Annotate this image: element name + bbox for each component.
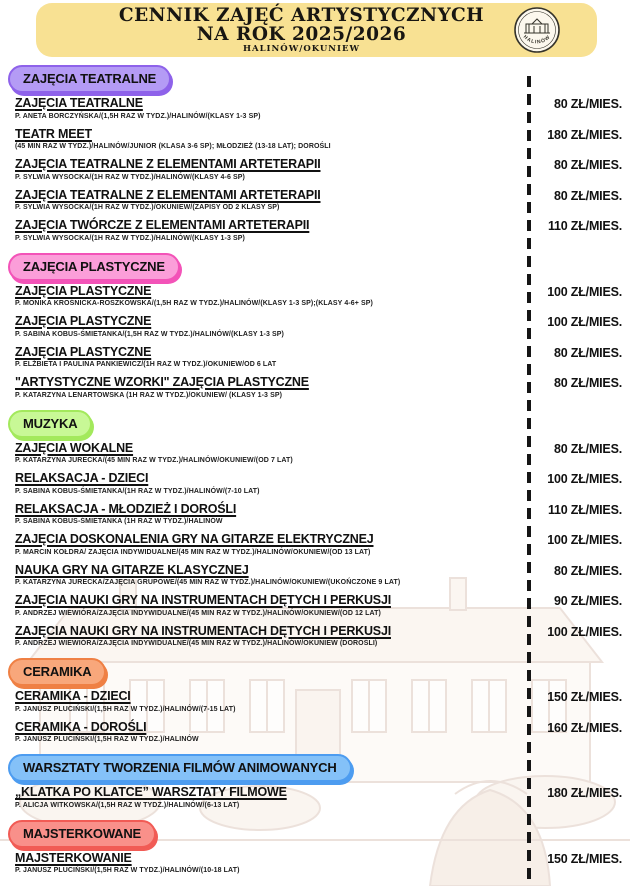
- class-details: P. KATARZYNA JURECKA/ZAJĘCIA GRUPOWE/(45 MIN RAZ W TYDZ.)/HALINÓW/OKUNIEW/(UKOŃCZONE 9 LAT): [15, 579, 401, 586]
- section-label: ZAJĘCIA TEATRALNE: [23, 71, 157, 86]
- class-title: ZAJĘCIA PLASTYCZNE: [15, 283, 152, 298]
- class-title: ZAJĘCIA NAUKI GRY NA INSTRUMENTACH DĘTYCH I PERKUSJI: [15, 593, 391, 607]
- list-item: [8, 157, 630, 181]
- class-price: 150 ZŁ/MIES.: [547, 851, 622, 866]
- list-item-text: [8, 314, 526, 338]
- list-item-text: [8, 284, 526, 308]
- page-title-year: NA ROK 2025/2026: [196, 24, 407, 46]
- class-details: P. ELŻBIETA I PAULINA PANKIEWICZ/(1H RAZ W TYDZ.)/OKUNIEW/OD 6 LAT: [15, 361, 277, 368]
- list-item-text: [8, 851, 526, 875]
- list-item: [8, 218, 630, 242]
- class-title: RELAKSACJA - MŁODZIEŻ I DOROŚLI: [15, 501, 237, 516]
- class-details: P. SYLWIA WYSOCKA/(1H RAZ W TYDZ.)/OKUNIEW/(ZAPISY OD 2 KLASY SP): [15, 204, 280, 211]
- list-item-text: [8, 96, 526, 120]
- class-price: 80 ZŁ/MIES.: [554, 376, 622, 390]
- list-item: [8, 127, 630, 151]
- class-price: 80 ZŁ/MIES.: [554, 97, 622, 111]
- header-banner: [36, 3, 597, 57]
- class-price: 100 ZŁ/MIES.: [547, 284, 622, 299]
- class-price: 180 ZŁ/MIES.: [547, 127, 622, 142]
- list-item: [8, 284, 630, 308]
- class-price: 80 ZŁ/MIES.: [554, 441, 622, 456]
- section-badge: [8, 658, 106, 686]
- section-label: MAJSTERKOWANE: [23, 825, 142, 841]
- class-details: P. SYLWIA WYSOCKA/(1H RAZ W TYDZ.)/HALINÓW/(KLASY 1-3 SP): [15, 234, 245, 242]
- page-title: CENNIK ZAJĘĆ ARTYSTYCZNYCH: [118, 4, 485, 26]
- class-details: P. SABINA KOBUS-ŚMIETANKA (1H RAZ W TYDZ.)/HALINÓW: [15, 518, 223, 525]
- list-item-text: [8, 563, 526, 587]
- section-badge: [8, 253, 180, 281]
- class-price: 100 ZŁ/MIES.: [547, 624, 622, 639]
- list-item: [8, 314, 630, 338]
- section-badge: [8, 754, 352, 782]
- section-badge: [8, 820, 156, 848]
- section-label: ZAJĘCIA PLASTYCZNE: [23, 258, 165, 274]
- class-details: P. SABINA KOBUS-ŚMIETANKA/(1,5H RAZ W TYDZ.)/HALINÓW/(KLASY 1-3 SP): [15, 330, 284, 338]
- class-details: P. SABINA KOBUS-ŚMIETANKA/(1H RAZ W TYDZ.)/HALINÓW/(7-10 LAT): [15, 487, 260, 495]
- class-title: ZAJĘCIA PLASTYCZNE: [15, 314, 152, 328]
- header-titles: [119, 6, 484, 54]
- list-item-text: [8, 441, 526, 465]
- class-price: 160 ZŁ/MIES.: [547, 720, 622, 735]
- class-title: NAUKA GRY NA GITARZE KLASYCZNEJ: [15, 562, 249, 577]
- class-title: ZAJĘCIA TEATRALNE: [15, 96, 143, 110]
- list-item: [8, 345, 630, 369]
- class-price: 80 ZŁ/MIES.: [554, 188, 622, 203]
- class-details: P. ANDRZEJ WIEWIÓRA/ZAJĘCIA INDYWIDUALNE/(45 MIN RAZ W TYDZ.)/HALINÓW/OKUNIEW (DOROŚLI): [15, 640, 378, 647]
- list-item-text: [8, 720, 526, 744]
- class-details: P. ANETA BORCZYŃSKA/(1,5H RAZ W TYDZ.)/HALINÓW/(KLASY 1-3 SP): [15, 112, 261, 120]
- class-title: ZAJĘCIA TEATRALNE Z ELEMENTAMI ARTETERAPII: [15, 157, 321, 171]
- class-price: 80 ZŁ/MIES.: [554, 158, 622, 172]
- list-item-text: [8, 624, 526, 648]
- list-item: [8, 532, 630, 556]
- class-price: 100 ZŁ/MIES.: [547, 472, 622, 486]
- class-price: 80 ZŁ/MIES.: [554, 563, 622, 578]
- list-item: [8, 593, 630, 617]
- list-item: [8, 502, 630, 526]
- list-item-text: [8, 689, 526, 713]
- class-title: „KLATKA PO KLATCE” WARSZTATY FILMOWE: [15, 785, 287, 799]
- class-price: 150 ZŁ/MIES.: [547, 690, 622, 704]
- list-item: [8, 96, 630, 120]
- class-title: ZAJĘCIA NAUKI GRY NA INSTRUMENTACH DĘTYCH I PERKUSJI: [15, 623, 391, 638]
- class-details: P. JANUSZ PLUCIŃSKI/(1,5H RAZ W TYDZ.)/HALINÓW: [15, 736, 199, 743]
- class-title: ZAJĘCIA DOSKONALENIA GRY NA GITARZE ELEKTRYCZNEJ: [15, 532, 374, 546]
- section-label: CERAMIKA: [23, 664, 92, 679]
- list-item: [8, 720, 630, 744]
- class-details: P. JANUSZ PLUCIŃSKI/(1,5H RAZ W TYDZ.)/HALINÓW/(10-18 LAT): [15, 867, 240, 874]
- class-details: P. MONIKA KROŚNICKA-ROSZKOWSKA/(1,5H RAZ W TYDZ.)/HALINÓW/(KLASY 1-3 SP);(KLASY 4-6+ SP): [15, 300, 373, 307]
- class-price: 110 ZŁ/MIES.: [547, 502, 622, 517]
- price-list: [0, 61, 630, 874]
- class-title: ZAJĘCIA TEATRALNE Z ELEMENTAMI ARTETERAPII: [15, 187, 321, 202]
- list-item-text: [8, 593, 526, 617]
- class-title: "ARTYSTYCZNE WZORKI" ZAJĘCIA PLASTYCZNE: [15, 375, 309, 389]
- class-title: CERAMIKA - DZIECI: [15, 689, 131, 703]
- list-item-text: [8, 785, 526, 809]
- list-item-text: [8, 188, 526, 212]
- list-item: [8, 785, 630, 809]
- class-title: ZAJĘCIA PLASTYCZNE: [15, 344, 152, 359]
- list-item-text: [8, 218, 526, 242]
- list-item: [8, 188, 630, 212]
- class-details: P. KATARZYNA JURECKA/(45 MIN RAZ W TYDZ.)/HALINÓW/OKUNIEW/(OD 7 LAT): [15, 457, 293, 464]
- list-item: [8, 851, 630, 875]
- class-title: RELAKSACJA - DZIECI: [15, 471, 149, 485]
- class-title: TEATR MEET: [15, 126, 92, 141]
- class-details: P. SYLWIA WYSOCKA/(1H RAZ W TYDZ.)/HALINÓW/(KLASY 4-6 SP): [15, 173, 245, 181]
- class-details: P. ALICJA WITKOWSKA/(1,5H RAZ W TYDZ.)/HALINÓW/(6-13 LAT): [15, 801, 240, 809]
- list-item-text: [8, 375, 526, 399]
- class-title: ZAJĘCIA TWÓRCZE Z ELEMENTAMI ARTETERAPII: [15, 218, 310, 232]
- halinow-seal-logo: [513, 6, 561, 54]
- section-badge: [8, 65, 171, 93]
- list-item-text: [8, 345, 526, 369]
- class-price: 80 ZŁ/MIES.: [554, 345, 622, 360]
- list-item: [8, 441, 630, 465]
- class-details: P. MARCIN KOŁDRA/ ZAJĘCIA INDYWIDUALNE/(45 MIN RAZ W TYDZ.)/HALINÓW/OKUNIEW/(OD 13 LAT): [15, 548, 371, 556]
- class-price: 100 ZŁ/MIES.: [547, 315, 622, 329]
- section-badge: [8, 410, 92, 438]
- class-details: (45 MIN RAZ W TYDZ.)/HALINÓW/JUNIOR (KLASA 3-6 SP); MŁODZIEŻ (13-18 LAT); DOROŚLI: [15, 143, 331, 150]
- class-title: CERAMIKA - DOROŚLI: [15, 719, 147, 734]
- list-item-text: [8, 502, 526, 526]
- page-subtitle: HALINÓW/OKUNIEW: [242, 44, 361, 55]
- list-item: [8, 624, 630, 648]
- list-item-text: [8, 157, 526, 181]
- class-title: MAJSTERKOWANIE: [15, 850, 132, 865]
- class-details: P. JANUSZ PLUCIŃSKI/(1,5H RAZ W TYDZ.)/HALINÓW/(7-15 LAT): [15, 705, 236, 713]
- class-price: 90 ZŁ/MIES.: [554, 594, 622, 608]
- list-item: [8, 375, 630, 399]
- class-price: 110 ZŁ/MIES.: [547, 219, 622, 233]
- class-title: ZAJĘCIA WOKALNE: [15, 440, 134, 455]
- list-item: [8, 689, 630, 713]
- class-details: P. KATARZYNA LENARTOWSKA (1H RAZ W TYDZ.)/OKUNIEW/ (KLASY 1-3 SP): [15, 391, 283, 399]
- seal-arc-text: HALINÓW: [521, 34, 553, 46]
- list-item-text: [8, 532, 526, 556]
- section-label: MUZYKA: [23, 415, 78, 431]
- class-details: P. ANDRZEJ WIEWIÓRA/ZAJĘCIA INDYWIDUALNE/(45 MIN RAZ W TYDZ.)/HALINÓW/OKUNIEW/(OD 12 LAT): [15, 609, 381, 617]
- list-item-text: [8, 471, 526, 495]
- list-item: [8, 471, 630, 495]
- list-item-text: [8, 127, 526, 151]
- class-price: 180 ZŁ/MIES.: [547, 786, 622, 800]
- class-price: 100 ZŁ/MIES.: [547, 533, 622, 547]
- section-label: WARSZTATY TWORZENIA FILMÓW ANIMOWANYCH: [23, 760, 337, 775]
- list-item: [8, 563, 630, 587]
